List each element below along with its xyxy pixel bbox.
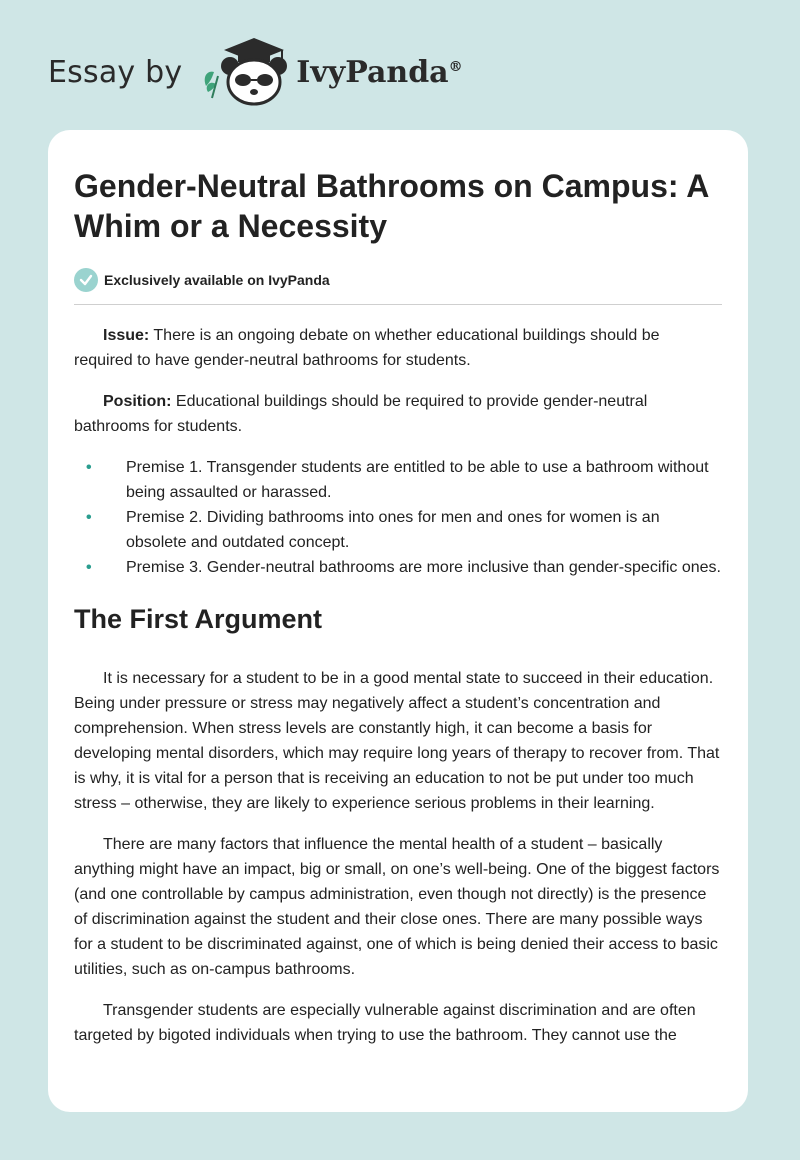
premise-item: • Premise 1. Transgender students are entitled to be able to use a bathroom without being assaulted or harassed. xyxy=(74,455,722,505)
exclusive-badge xyxy=(74,268,722,305)
issue-label: Issue: xyxy=(103,327,150,344)
check-icon xyxy=(74,268,98,292)
body-paragraph: Transgender students are especially vulnerable against discrimination and are often targeted by bigoted individuals when trying to use the bathroom. They cannot use the xyxy=(74,1002,696,1044)
premise-item: • Premise 2. Dividing bathrooms into ones for men and ones for women is an obsolete and outdated concept. xyxy=(74,505,722,555)
issue-text: There is an ongoing debate on whether educational buildings should be required to have gender-neutral bathrooms for students. xyxy=(74,327,660,369)
section-heading: The First Argument xyxy=(74,604,323,634)
brand-name: IvyPanda® xyxy=(296,54,463,90)
body-paragraph: It is necessary for a student to be in a good mental state to succeed in their education. Being under pressure or stress may negatively affect a student’s concentration and comprehension. When stress levels are constantly high, it can become a basis for developing mental disorders, which may require long years of therapy to recover from. That is why, it is vital for a person that is receiving an education to not be put under too much stress – otherwise, they are likely to experience serious problems in their learning. xyxy=(74,670,720,812)
brand-header[interactable] xyxy=(48,36,463,108)
brand-prefix: Essay by xyxy=(48,54,183,90)
body-paragraph: There are many factors that influence the mental health of a student – basically anything might have an impact, big or small, on one’s well-being. One of the biggest factors (and one controllable by campus administration, even though not directly) is the presence of discrimination against the student and their close ones. There are many possible ways for a student to be discriminated against, one of which is being denied their access to basic utilities, such as on-campus bathrooms. xyxy=(74,836,720,978)
position-paragraph xyxy=(74,389,722,439)
issue-paragraph xyxy=(74,323,722,373)
badge-label: Exclusively available on IvyPanda xyxy=(104,272,330,288)
position-label: Position: xyxy=(103,393,172,410)
panda-logo-icon xyxy=(200,36,292,108)
premise-item: • Premise 3. Gender-neutral bathrooms are more inclusive than gender-specific ones. xyxy=(74,555,722,580)
essay-title: Gender-Neutral Bathrooms on Campus: A Whim or a Necessity xyxy=(74,168,709,244)
premise-list xyxy=(74,455,722,580)
position-text: Educational buildings should be required to provide gender-neutral bathrooms for students. xyxy=(74,393,648,435)
essay-card xyxy=(48,130,748,1112)
registered-mark: ® xyxy=(448,58,463,75)
